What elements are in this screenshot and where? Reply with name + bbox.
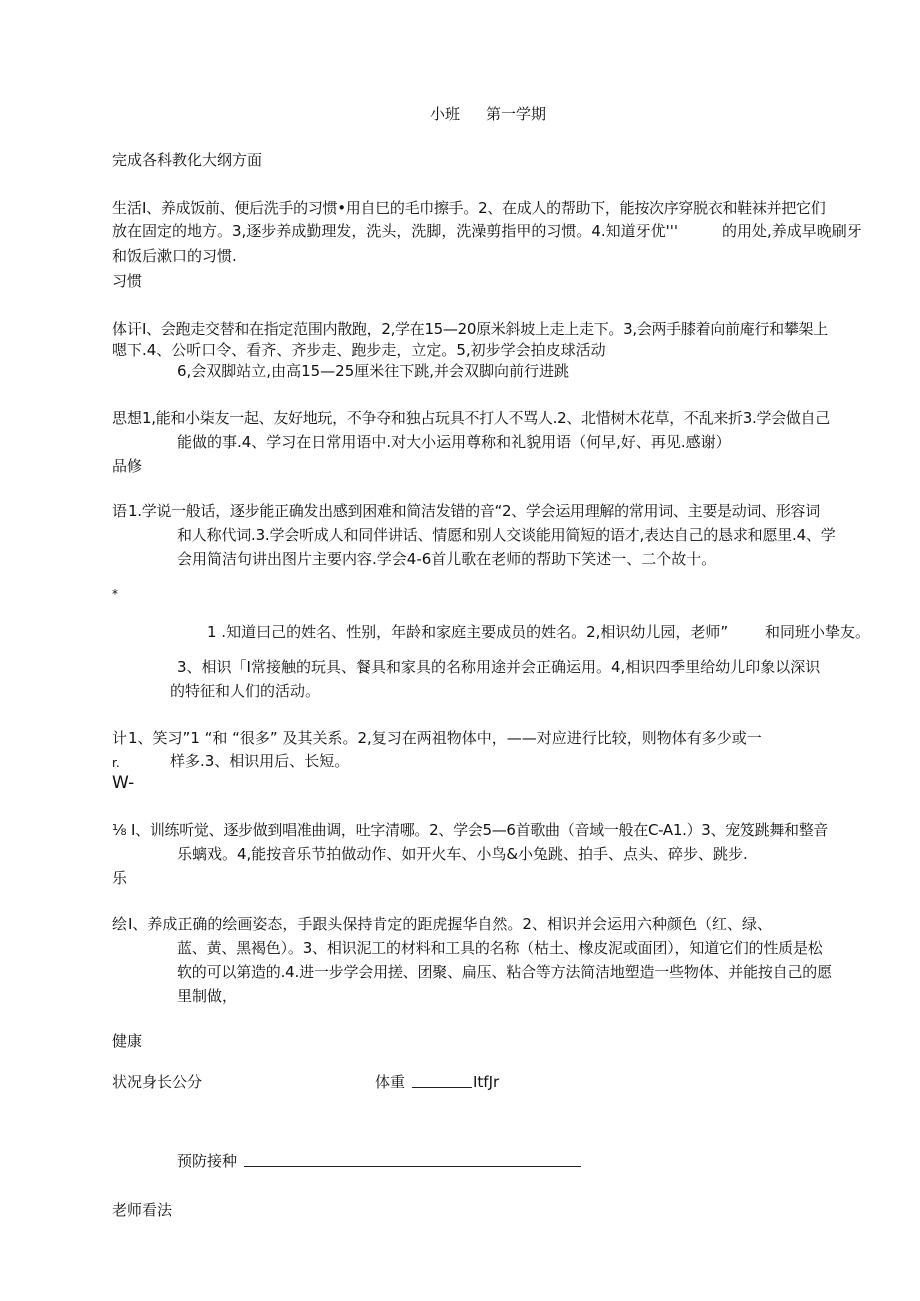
general-line-1: 1 .知道曰己的姓名、性别，年龄和家庭主要成员的姓名。2,相识幼儿园，老师” (207, 623, 729, 641)
general-line-1b: 和同班小挚友。 (765, 623, 871, 641)
music-label-2: 乐 (112, 869, 128, 887)
language-line-3: 会用简洁句讲出图片主要内容.学会4-6首儿歌在老师的帮助下笑述一、二个故十。 (177, 550, 717, 568)
art-label: 绘 (112, 915, 128, 933)
health-status-label: 状况身长公分 (112, 1073, 203, 1091)
math-mark: r. (112, 756, 120, 770)
pe-line-3: 6,会双脚站立,由高15—25厘米往下跳,并会双脚向前行进跳 (177, 362, 570, 380)
weight-field[interactable] (412, 1087, 472, 1088)
general-line-3: 的特征和人们的活动。 (170, 682, 321, 700)
weight-label: 体重 (375, 1073, 406, 1091)
moral-line-1: 1,能和小柒友一起、友好地玩，不争夺和独占玩具不打人不骂人.2、北惜树木花草，不乱来折3.学会做自己 (142, 409, 830, 427)
music-label: ⅛ (112, 821, 127, 839)
pe-label: 体讦 (112, 320, 143, 338)
heading: 完成各科教化大纲方面 (112, 151, 263, 169)
math-label: 计 (112, 729, 128, 747)
vaccination-field[interactable] (244, 1166, 581, 1167)
moral-label: 思想 (112, 409, 143, 427)
language-line-2: 和人称代词.3.学会听成人和同伴讲话、情愿和别人交谈能用简短的语才,表达自己的恳求和愿里.4、学 (177, 526, 836, 544)
teacher-opinion-label: 老师看法 (112, 1201, 173, 1219)
title-class: 小班 (430, 105, 461, 123)
moral-label-2: 品修 (112, 457, 143, 475)
language-label: 语 (112, 502, 128, 520)
life-line-3: 和饭后漱口的习惯. (112, 247, 237, 265)
weight-unit: ItfJr (473, 1073, 500, 1091)
life-label: 生活 (112, 199, 143, 217)
pe-line-2: 嗯下.4、公听口令、看齐、齐步走、跑步走，立定。5,初步学会拍皮球活动 (112, 341, 606, 359)
art-line-3: 软的可以第造的.4.进一步学会用搓、团聚、扁压、粘合等方法简洁地塑造一些物体、并能按自己的愿 (177, 963, 832, 981)
life-line-2b: 的用处,养成早晚刷牙 (722, 222, 862, 240)
math-line-2: 样多.3、相识用后、长短。 (170, 752, 350, 770)
language-line-1: 1.学说一般话，逐步能正确发出感到困难和简洁发错的音“2、学会运用理解的常用词、主要是动词、形容词 (128, 502, 820, 520)
art-line-4: 里制做， (177, 987, 238, 1005)
art-line-2: 蓝、黄、黑褐色）。3、相识泥工的材料和工具的名称（枯土、橡皮泥或面团），知道它们的性质是松 (177, 939, 823, 957)
math-line-1: 1、笑习”1 “和 “很多” 及其关系。2,复习在两祖物体中，——对应进行比较，则物体有多少或一 (128, 729, 762, 747)
pe-line-1: I、会跑走交替和在指定范围内散跑，2,学在15—20原米斜坡上走上走下。3,会两手膝着向前庵行和攀架上 (142, 320, 828, 338)
moral-line-2: 能做的事.4、学习在日常用语中.对大小运用尊称和礼貌用语（何早,好、再见.感谢） (177, 433, 731, 451)
vaccination-label: 预防接种 (177, 1152, 238, 1170)
health-heading: 健康 (112, 1032, 143, 1050)
general-line-2: 3、相识「I常接触的玩具、餐具和家具的名称用途并会正确运用。4,相识四季里给幼儿印象以深识 (177, 658, 821, 676)
music-line-1: I、训练听觉、逐步做到唱准曲调，吐字清哪。2、学会5—6首歌曲（音域一般在C-A1.）3、宠笈跳舞和整音 (131, 821, 829, 839)
title-semester: 第一学期 (486, 105, 547, 123)
math-label-2: W- (112, 773, 135, 793)
life-line-1: I、养成饭前、便后洗手的习惯•用自巳的毛巾擦手。2、在成人的帮助下，能按次序穿脱衣和鞋袜并把它们 (142, 199, 826, 217)
life-label-2: 习惯 (112, 272, 143, 290)
general-mark: * (112, 587, 118, 601)
art-line-1: I、养成正确的绘画姿态，手跟头保持肯定的距虎握华自然。2、相识并会运用六种颜色（红、绿、 (128, 915, 772, 933)
life-line-2: 放在固定的地方。3,逐步养成勤理发，洗头，洗脚，洗澡剪指甲的习惯。4.知道牙优''' (112, 222, 678, 240)
music-line-2: 乐螭戏。4,能按音乐节拍做动作、如开火车、小鸟&小兔跳、拍手、点头、碎步、跳步. (177, 845, 748, 863)
